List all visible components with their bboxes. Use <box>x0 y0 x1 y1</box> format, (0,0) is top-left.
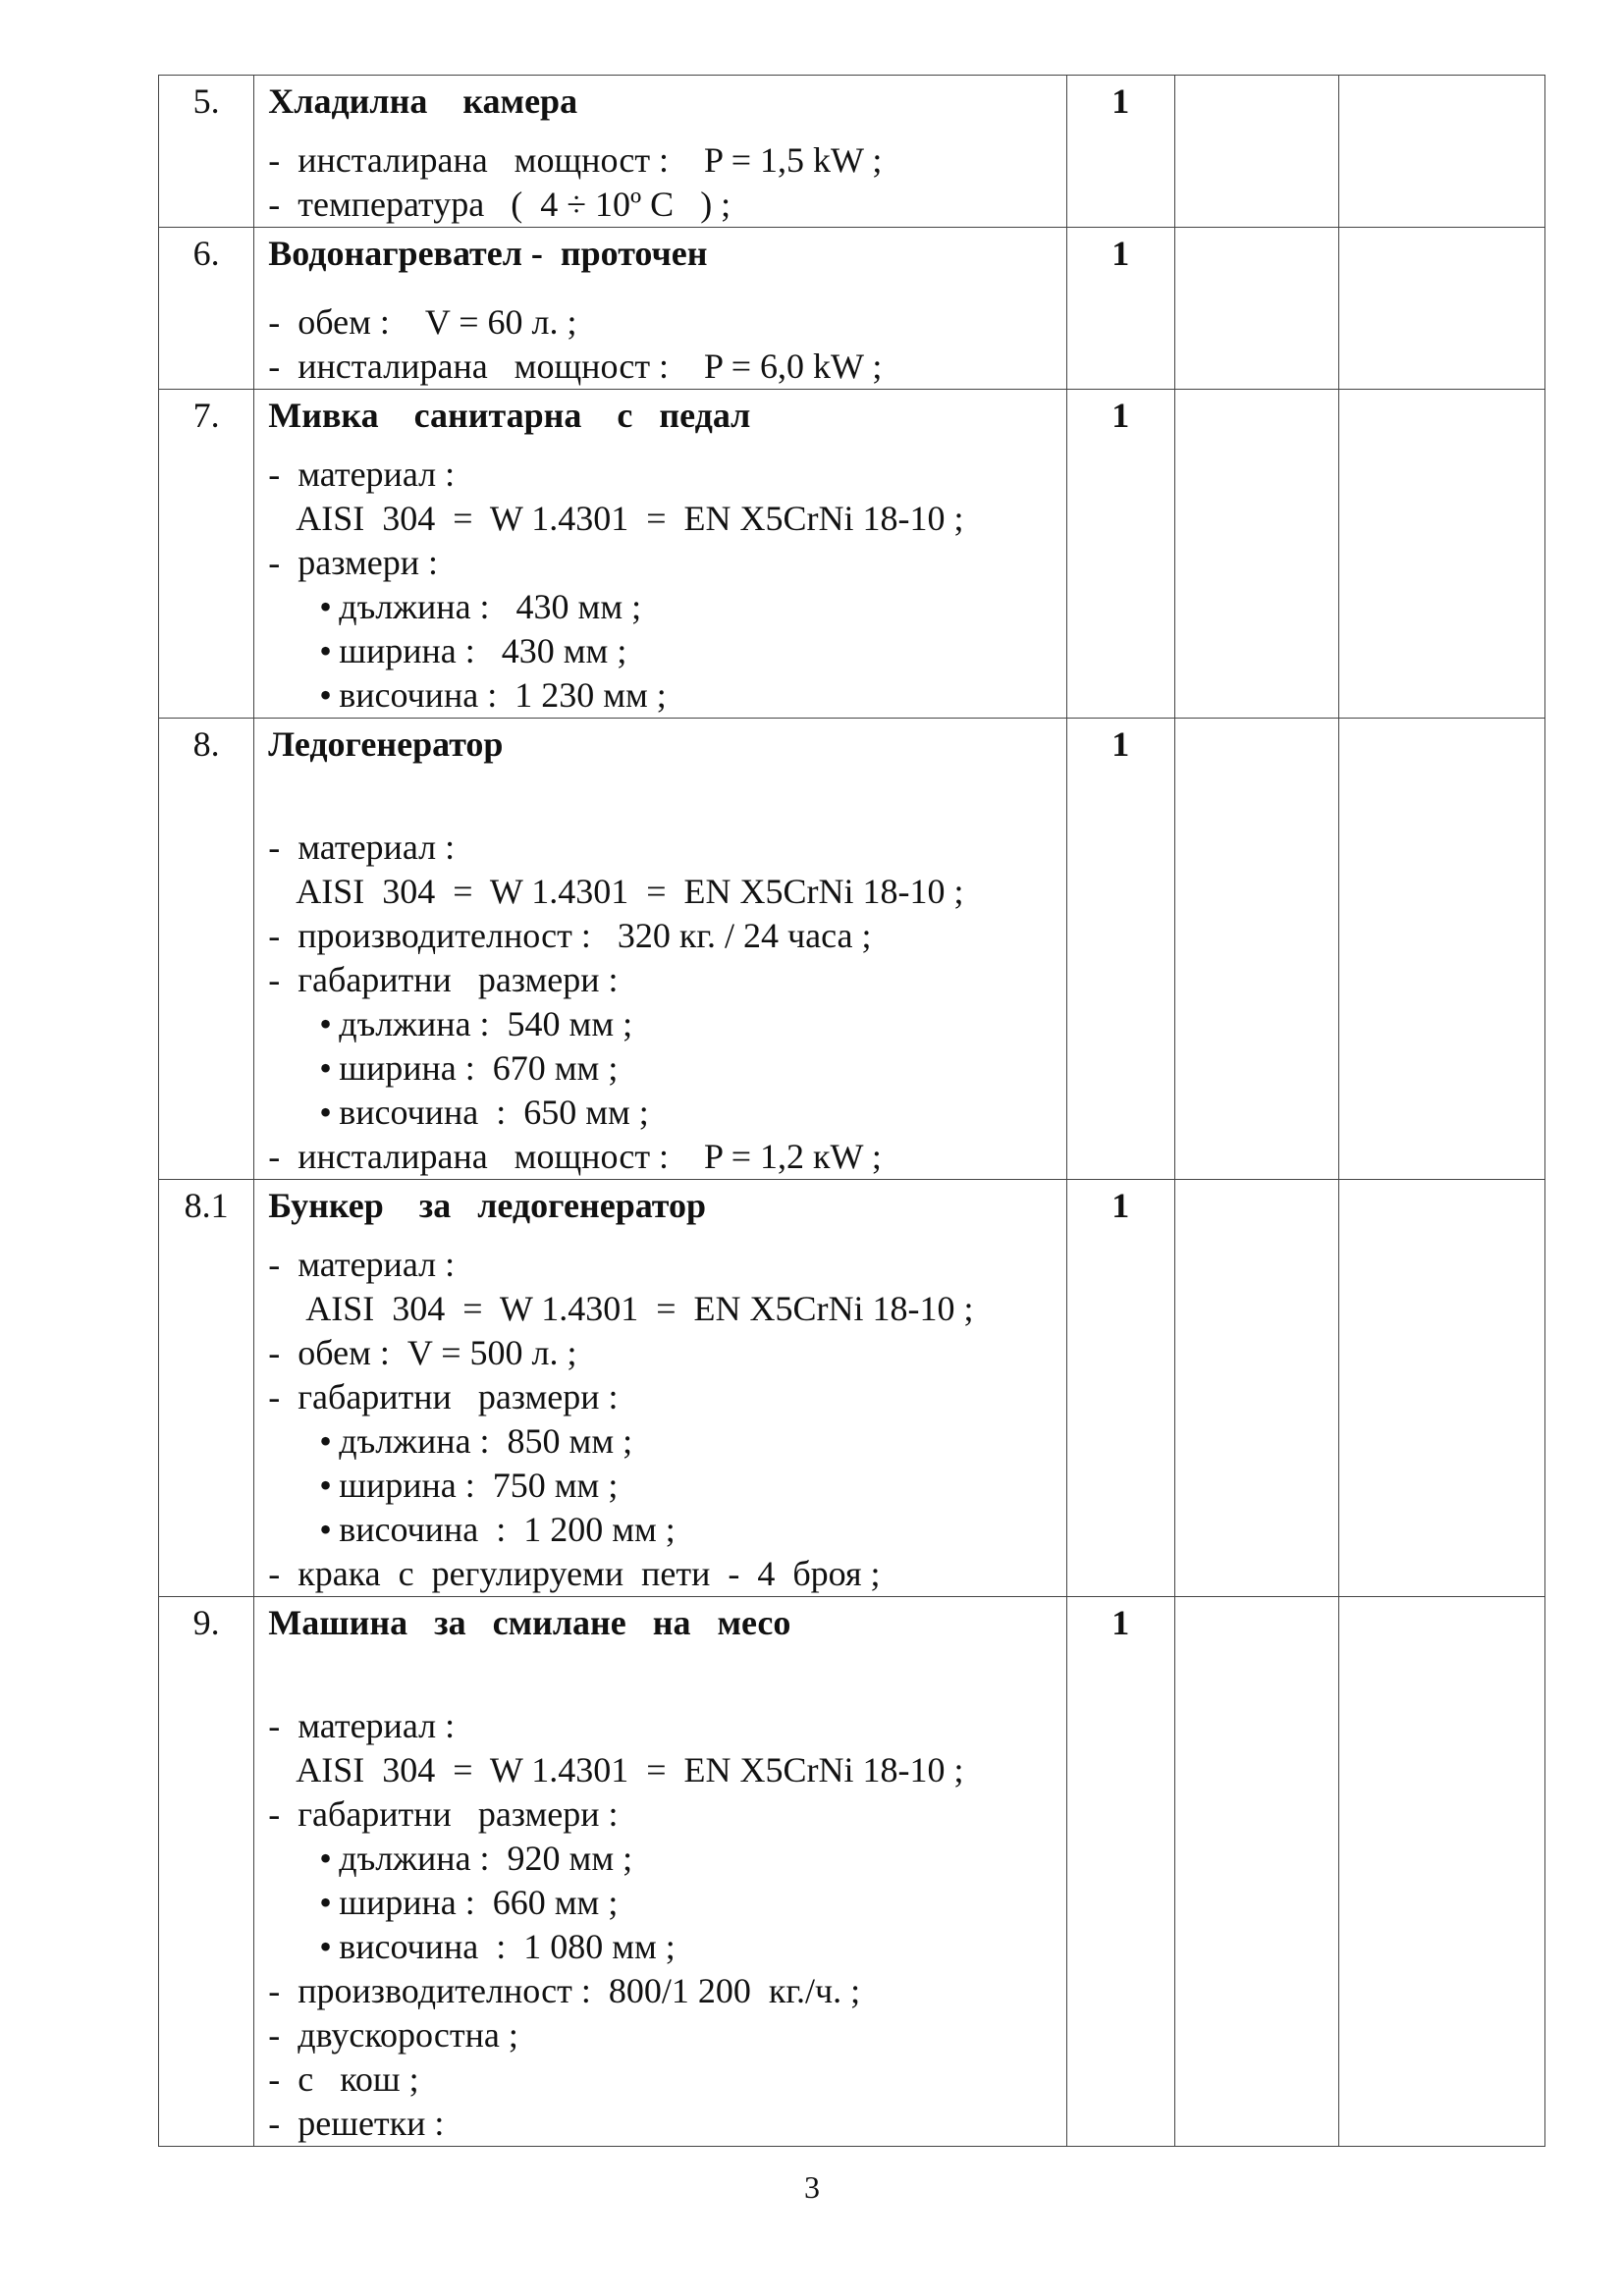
spec-line: - обем : V = 60 л. ; <box>268 302 577 342</box>
material-line: AISI 304 = W 1.4301 = EN X5CrNi 18-10 ; <box>296 872 964 911</box>
item-title: Ледогенератор <box>268 724 504 764</box>
item-title: Бункер за ледогенератор <box>268 1186 707 1225</box>
bullet-item: • височина : 1 200 мм ; <box>268 1508 1065 1552</box>
spec-line: - материал : <box>268 1245 456 1284</box>
quantity: 1 <box>1066 1180 1174 1597</box>
bullet-item: • дължина : 430 мм ; <box>268 585 1065 629</box>
item-title: Мивка санитарна с педал <box>268 396 751 435</box>
bullet-item: • дължина : 920 мм ; <box>268 1837 1065 1881</box>
bullet-item: • височина : 650 мм ; <box>268 1091 1065 1135</box>
bullet-item: • височина : 1 230 мм ; <box>268 673 1065 718</box>
spec-line: - размери : <box>268 543 438 582</box>
empty-cell <box>1174 390 1338 719</box>
row-number: 5. <box>159 76 254 228</box>
empty-cell <box>1339 390 1545 719</box>
empty-cell <box>1339 76 1545 228</box>
table-row <box>159 719 1545 1180</box>
spec-line: - габаритни размери : <box>268 960 619 999</box>
table-row <box>159 1597 1545 2147</box>
table-row <box>159 228 1545 390</box>
empty-cell <box>1174 228 1338 390</box>
bullet-item: • височина : 1 080 мм ; <box>268 1925 1065 1969</box>
item-title: Машина за смилане на месо <box>268 1603 791 1642</box>
equipment-spec-table <box>158 75 1545 2147</box>
item-title: Водонагревател - проточен <box>268 234 708 273</box>
quantity: 1 <box>1066 390 1174 719</box>
spec-line: - производителност : 800/1 200 кг./ч. ; <box>268 1971 861 2010</box>
item-description <box>254 76 1066 228</box>
quantity: 1 <box>1066 228 1174 390</box>
spec-line: - решетки : <box>268 2104 445 2143</box>
empty-cell <box>1174 1180 1338 1597</box>
spec-line: - с кош ; <box>268 2059 419 2099</box>
spec-line: - габаритни размери : <box>268 1794 619 1834</box>
table-row <box>159 76 1545 228</box>
bullet-item: • ширина : 660 мм ; <box>268 1881 1065 1925</box>
material-line: AISI 304 = W 1.4301 = EN X5CrNi 18-10 ; <box>296 499 964 538</box>
quantity: 1 <box>1066 719 1174 1180</box>
spec-line: - инсталирана мощност : P = 1,2 кW ; <box>268 1137 882 1176</box>
bullet-item: • ширина : 430 мм ; <box>268 629 1065 673</box>
row-number: 7. <box>159 390 254 719</box>
empty-cell <box>1174 76 1338 228</box>
item-title: Хладилна камера <box>268 81 578 121</box>
item-description <box>254 1597 1066 2147</box>
row-number: 8.1 <box>159 1180 254 1597</box>
item-description <box>254 719 1066 1180</box>
table-row <box>159 1180 1545 1597</box>
spec-line: - инсталирана мощност : P = 6,0 kW ; <box>268 347 883 386</box>
spec-line: - температура ( 4 ÷ 10º C ) ; <box>268 185 731 224</box>
spec-line: - материал : <box>268 454 456 494</box>
spec-line: - обем : V = 500 л. ; <box>268 1333 577 1372</box>
material-line: AISI 304 = W 1.4301 = EN X5CrNi 18-10 ; <box>296 1750 964 1789</box>
row-number: 6. <box>159 228 254 390</box>
bullet-item: • дължина : 540 мм ; <box>268 1002 1065 1046</box>
spec-line: - материал : <box>268 1706 456 1745</box>
bullet-item: • ширина : 750 мм ; <box>268 1464 1065 1508</box>
empty-cell <box>1339 228 1545 390</box>
empty-cell <box>1339 1180 1545 1597</box>
spec-line: - двускоростна ; <box>268 2015 518 2055</box>
spec-line: - инсталирана мощност : P = 1,5 kW ; <box>268 140 883 180</box>
item-description <box>254 228 1066 390</box>
spec-line: - материал : <box>268 828 456 867</box>
quantity: 1 <box>1066 76 1174 228</box>
row-number: 8. <box>159 719 254 1180</box>
empty-cell <box>1339 719 1545 1180</box>
material-line: AISI 304 = W 1.4301 = EN X5CrNi 18-10 ; <box>305 1289 974 1328</box>
row-number: 9. <box>159 1597 254 2147</box>
page-number: 3 <box>804 2169 820 2205</box>
bullet-item: • дължина : 850 мм ; <box>268 1419 1065 1464</box>
bullet-item: • ширина : 670 мм ; <box>268 1046 1065 1091</box>
spec-line: - крака с регулируеми пети - 4 броя ; <box>268 1554 881 1593</box>
item-description <box>254 390 1066 719</box>
table-row <box>159 390 1545 719</box>
spec-line: - производителност : 320 кг. / 24 часа ; <box>268 916 872 955</box>
empty-cell <box>1174 719 1338 1180</box>
item-description <box>254 1180 1066 1597</box>
empty-cell <box>1339 1597 1545 2147</box>
spec-line: - габаритни размери : <box>268 1377 619 1416</box>
quantity: 1 <box>1066 1597 1174 2147</box>
empty-cell <box>1174 1597 1338 2147</box>
